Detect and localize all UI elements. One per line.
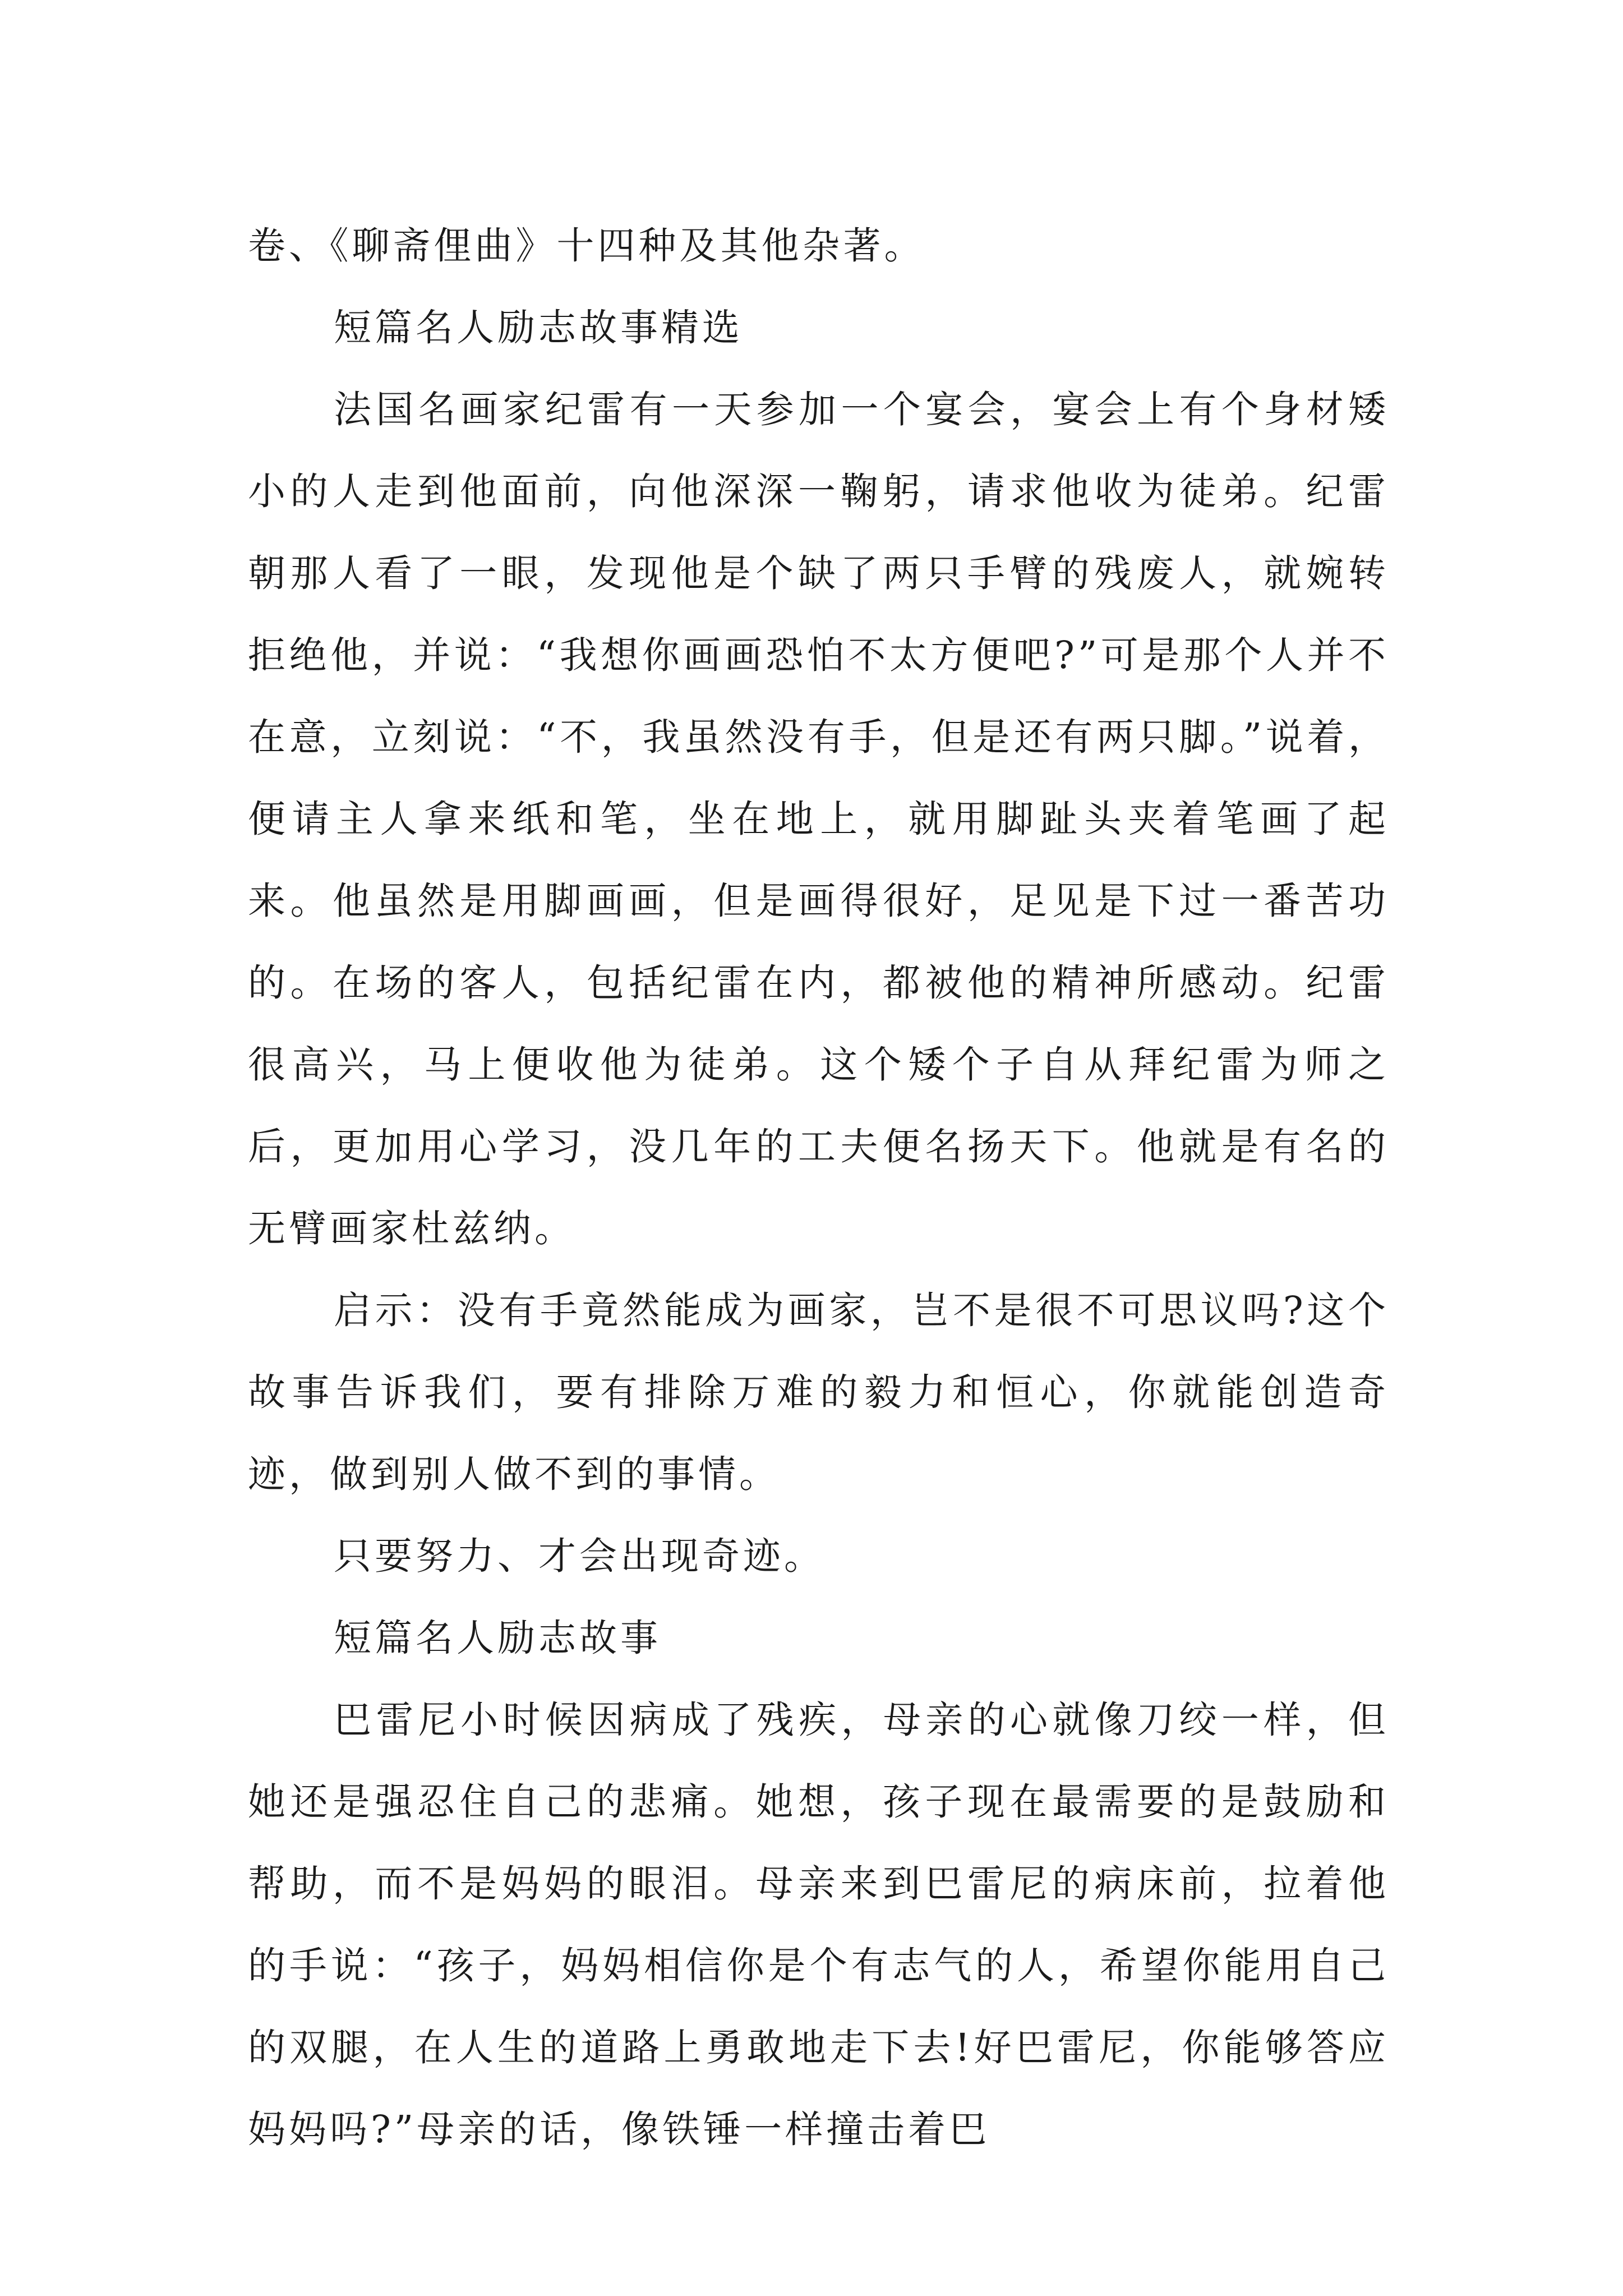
- paragraph-story-gerard: 法国名画家纪雷有一天参加一个宴会，宴会上有个身材矮小的人走到他面前，向他深深一鞠躬，请求他收为徒弟。纪雷朝那人看了一眼，发现他是个缺了两只手臂的残废人，就婉转拒绝他，并说：“我想你画画恐怕不太方便吧?”可是那个人并不在意，立刻说：“不，我虽然没有手，但是还有两只脚。”说着，便请主人拿来纸和笔，坐在地上，就用脚趾头夹着笔画了起来。他虽然是用脚画画，但是画得很好，足见是下过一番苦功的。在场的客人，包括纪雷在内，都被他的精神所感动。纪雷很高兴，马上便收他为徒弟。这个矮个子自从拜纪雷为师之后，更加用心学习，没几年的工夫便名扬天下。他就是有名的无臂画家杜兹纳。: [248, 388, 1389, 1250]
- paragraph-motto: 只要努力、才会出现奇迹。: [334, 1534, 825, 1578]
- document-body: [248, 205, 1389, 2170]
- paragraph-story-barany: 巴雷尼小时候因病成了残疾，母亲的心就像刀绞一样，但她还是强忍住自己的悲痛。她想，孩子现在最需要的是鼓励和帮助，而不是妈妈的眼泪。母亲来到巴雷尼的病床前，拉着他的手说：“孩子，妈妈相信你是个有志气的人，希望你能用自己的双腿，在人生的道路上勇敢地走下去!好巴雷尼，你能够答应妈妈吗?”母亲的话，像铁锤一样撞击着巴: [248, 1698, 1389, 2151]
- paragraph-continuation: 卷、《聊斋俚曲》十四种及其他杂著。: [248, 224, 925, 268]
- section-heading-selected-stories: 短篇名人励志故事精选: [334, 306, 743, 349]
- section-heading-stories: 短篇名人励志故事: [334, 1616, 661, 1660]
- paragraph-moral: 启示：没有手竟然能成为画家，岂不是很不可思议吗?这个故事告诉我们，要有排除万难的毅力和恒心，你就能创造奇迹，做到别人做不到的事情。: [248, 1289, 1389, 1496]
